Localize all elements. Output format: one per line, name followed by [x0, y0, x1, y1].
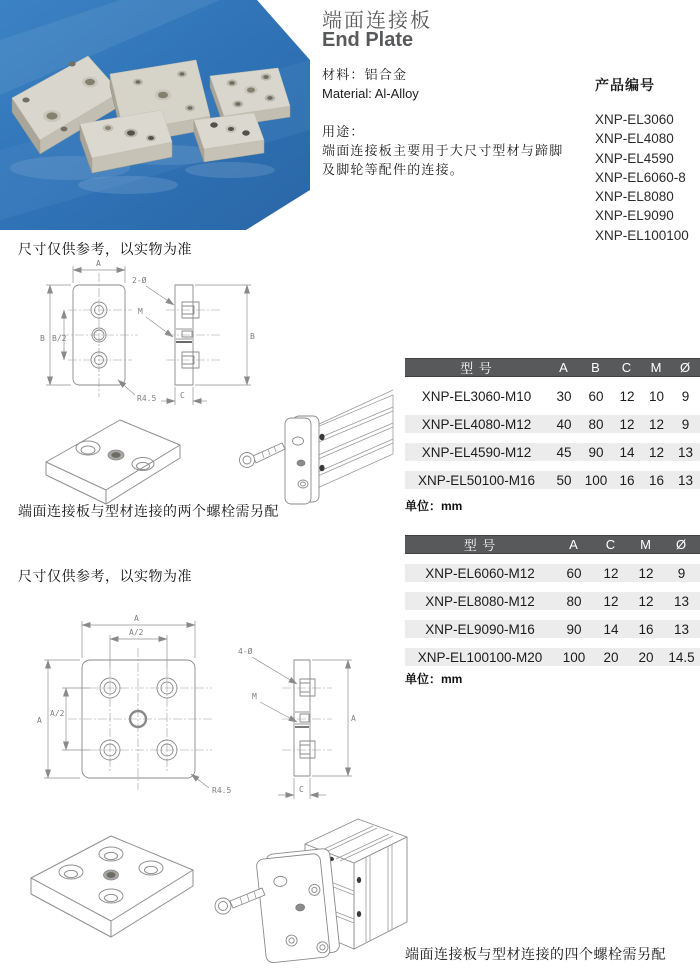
- product-codes-list: [595, 110, 689, 245]
- radius-label: R4.5: [212, 786, 232, 795]
- value-cell: 100: [584, 472, 608, 488]
- value-cell: 12: [603, 565, 619, 581]
- table-row: [405, 648, 700, 666]
- value-cell: 14: [619, 444, 635, 460]
- value-cell: 60: [588, 388, 604, 404]
- end-plate-iso: [256, 848, 341, 963]
- value-cell: 13: [677, 444, 694, 460]
- col-header-m: M: [650, 360, 663, 375]
- unit-label-2: 单位：mm: [405, 672, 463, 686]
- value-cell: 80: [588, 416, 604, 432]
- spec-table-2: [405, 535, 700, 666]
- page-title-en: End Plate: [322, 29, 414, 51]
- product-codes-title: 产品编号: [595, 77, 655, 93]
- product-photo: [0, 0, 310, 230]
- dim-label-a-half-left: A/2: [50, 709, 65, 718]
- col-header-c: C: [621, 360, 633, 375]
- col-header-model: 型 号: [460, 361, 493, 376]
- two-bolts-note: 端面连接板与型材连接的两个螺栓需另配: [18, 503, 279, 519]
- reflection: [185, 162, 275, 178]
- assembly-view-four-bolts: [205, 802, 410, 970]
- value-cell: 12: [619, 388, 635, 404]
- col-header-m: M: [640, 537, 652, 552]
- col-header-model: 型 号: [463, 538, 497, 553]
- value-cell: 45: [556, 444, 572, 460]
- model-cell: XNP-EL4590-M12: [421, 444, 532, 460]
- slot-hole: [357, 877, 361, 883]
- model-cell: XNP-EL3060-M10: [421, 388, 532, 404]
- holes-callout: 2-Ø: [132, 276, 147, 285]
- four-bolts-note: 端面连接板与型材连接的四个螺栓需另配: [405, 946, 666, 962]
- dim-label-c: C: [180, 391, 185, 400]
- value-cell: 13: [677, 472, 694, 488]
- assembly-view-two-bolts: [225, 388, 395, 510]
- dim-label-c: C: [299, 785, 304, 794]
- col-header-c: C: [605, 537, 617, 552]
- value-cell: 60: [566, 565, 582, 581]
- usage-line-1: 端面连接板主要用于大尺寸型材与蹄脚: [322, 143, 564, 158]
- slot-hole: [357, 911, 361, 917]
- product-code-item: XNP-EL3060: [595, 112, 674, 127]
- value-cell: 20: [638, 649, 654, 665]
- product-code-item: XNP-EL8080: [595, 189, 674, 205]
- table-row: [405, 387, 700, 405]
- value-cell: 16: [638, 621, 654, 637]
- table-row: [405, 443, 700, 461]
- model-cell: XNP-EL4080-M12: [421, 416, 532, 432]
- col-header-a: A: [569, 537, 579, 552]
- dim-label-a-right: A: [351, 714, 356, 723]
- value-cell: 9: [681, 416, 690, 432]
- model-cell: XNP-EL50100-M16: [417, 472, 536, 488]
- value-cell: 12: [638, 565, 654, 581]
- value-cell: 40: [556, 416, 572, 432]
- value-cell: 100: [562, 649, 586, 665]
- value-cell: 16: [648, 472, 665, 488]
- col-header-dia: Ø: [679, 360, 692, 375]
- reflection: [78, 176, 178, 194]
- model-cell: XNP-EL8080-M12: [425, 593, 535, 609]
- unit-label-1: 单位：mm: [405, 499, 463, 513]
- model-cell: XNP-EL6060-M12: [425, 565, 535, 581]
- slot-hole: [319, 465, 324, 471]
- value-cell: 90: [566, 621, 582, 637]
- usage-label: 用途：: [322, 124, 365, 139]
- value-cell: 9: [677, 565, 686, 581]
- value-cell: 30: [556, 388, 572, 404]
- table-row: [405, 592, 700, 610]
- table-row: [405, 415, 700, 433]
- material-line-cn: 材料：铝合金: [322, 67, 408, 82]
- value-cell: 14.5: [668, 649, 695, 665]
- dim-label-b-right: B: [250, 332, 255, 341]
- dim-label-a-left: A: [37, 716, 42, 725]
- value-cell: 13: [673, 593, 690, 609]
- thread-callout: M: [138, 307, 143, 316]
- dim-label-b-half: B/2: [52, 334, 67, 343]
- value-cell: 90: [588, 444, 604, 460]
- col-header-a: A: [559, 360, 569, 375]
- table-row: [405, 620, 700, 638]
- dim-label-a-half-top: A/2: [129, 628, 144, 637]
- model-cell: XNP-EL100100-M20: [417, 649, 543, 665]
- value-cell: 12: [603, 593, 619, 609]
- iso-view-square-plate: [15, 806, 200, 944]
- value-cell: 20: [603, 649, 619, 665]
- dim-label-b: B: [40, 334, 45, 343]
- value-cell: 16: [619, 472, 635, 488]
- page-title-cn: 端面连接板: [322, 10, 432, 32]
- material-line-en: Material: Al-Alloy: [322, 86, 419, 101]
- thread-callout: M: [252, 692, 257, 701]
- table-row: [405, 564, 700, 582]
- value-cell: 80: [566, 593, 582, 609]
- value-cell: 9: [681, 388, 690, 404]
- slot-hole: [319, 434, 324, 440]
- holes-callout: 4-Ø: [238, 647, 253, 656]
- bolt: [215, 888, 265, 914]
- table-row: [405, 471, 700, 489]
- product-code-item: XNP-EL6060-8: [595, 169, 686, 185]
- value-cell: 12: [619, 416, 635, 432]
- product-code-item: XNP-EL100100: [595, 227, 689, 243]
- value-cell: 50: [556, 472, 572, 488]
- iso-view-rect-plate: [28, 398, 193, 510]
- radius-label: R4.5: [137, 394, 157, 403]
- col-header-dia: Ø: [675, 537, 688, 552]
- product-code-item: XNP-EL4590: [595, 150, 674, 166]
- model-cell: XNP-EL9090-M16: [425, 621, 535, 637]
- value-cell: 12: [648, 444, 665, 460]
- end-plate-iso: [285, 416, 319, 504]
- technical-drawing-square-plate: [20, 593, 360, 808]
- col-header-b: B: [591, 360, 601, 375]
- product-code-item: XNP-EL9090: [595, 208, 674, 224]
- value-cell: 13: [673, 621, 690, 637]
- value-cell: 12: [648, 416, 665, 432]
- table1-header-row: [405, 358, 700, 377]
- value-cell: 12: [638, 593, 654, 609]
- photo-plate-small-right: [194, 113, 264, 162]
- dim-label-a: A: [96, 259, 101, 268]
- dims-reference-note-2: 尺寸仅供参考，以实物为准: [18, 568, 192, 584]
- bolt: [240, 443, 286, 468]
- value-cell: 10: [648, 388, 665, 404]
- dims-reference-note-1: 尺寸仅供参考，以实物为准: [18, 241, 192, 257]
- spec-table-1: [405, 358, 700, 489]
- product-code-item: XNP-EL4080: [595, 131, 674, 147]
- usage-line-2: 及脚轮等配件的连接。: [322, 162, 465, 177]
- table2-header-row: [405, 535, 700, 554]
- value-cell: 14: [603, 621, 619, 637]
- dim-label-a-top: A: [134, 614, 139, 623]
